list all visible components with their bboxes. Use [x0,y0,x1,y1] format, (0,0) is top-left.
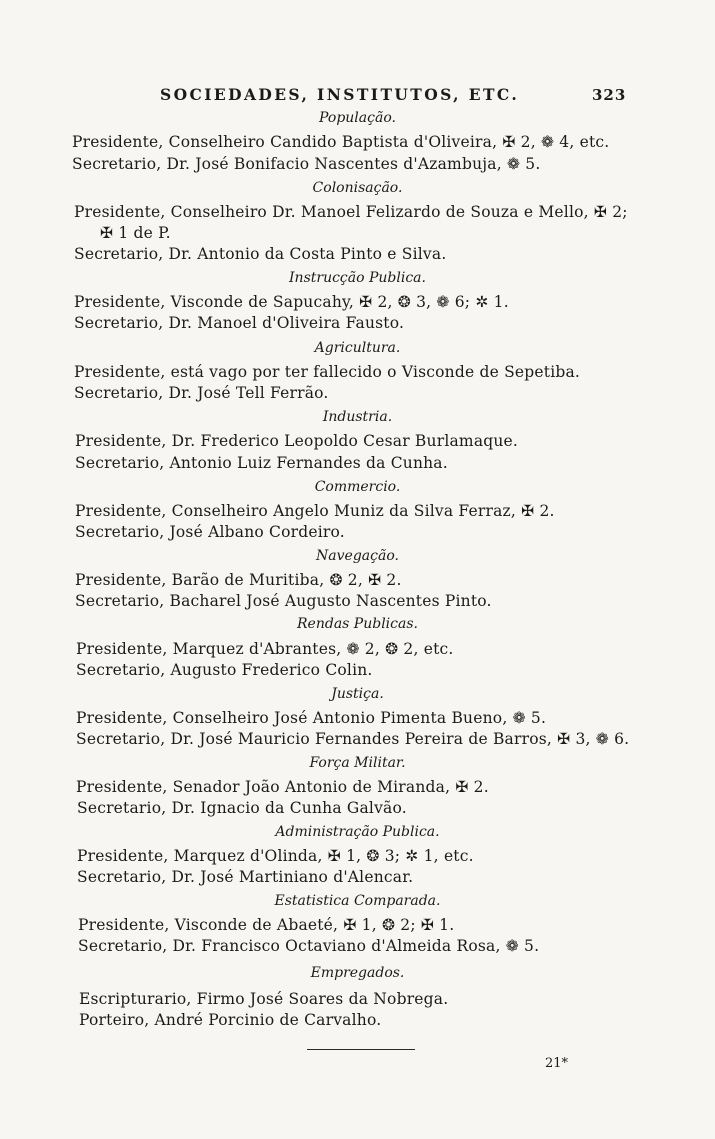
entry-line: Presidente, Marquez d'Olinda, ✠ 1, ❂ 3; ✲ 1, etc. [77,847,474,865]
entry-line: Secretario, Dr. Antonio da Costa Pinto e Silva. [74,245,447,263]
section-heading-populacao: População. [319,110,396,126]
entry-line: Secretario, Dr. José Martiniano d'Alencar. [77,868,414,886]
section-heading-rendas-publicas: Rendas Publicas. [297,616,418,632]
running-head-title: SOCIEDADES, INSTITUTOS, ETC. [160,85,520,104]
entry-line: Escripturario, Firmo José Soares da Nobrega. [79,990,449,1008]
entry-line: Secretario, Dr. Ignacio da Cunha Galvão. [77,799,407,817]
entry-line: Secretario, Augusto Frederico Colin. [76,661,373,679]
entry-line: Presidente, Marquez d'Abrantes, ❁ 2, ❂ 2, etc. [76,640,454,658]
entry-line: Presidente, Visconde de Sapucahy, ✠ 2, ❂ 3, ❁ 6; ✲ 1. [74,293,509,311]
entry-line: Secretario, Antonio Luiz Fernandes da Cunha. [75,454,448,472]
entry-line: Presidente, Conselheiro Candido Baptista d'Oliveira, ✠ 2, ❁ 4, etc. [72,133,610,151]
entry-line: Secretario, Dr. José Bonifacio Nascentes d'Azambuja, ❁ 5. [72,155,541,173]
section-heading-administracao-publica: Administração Publica. [275,824,440,840]
section-heading-navegacao: Navegação. [316,548,399,564]
entry-line: Secretario, Dr. José Mauricio Fernandes Pereira de Barros, ✠ 3, ❁ 6. [76,730,630,748]
section-heading-forca-militar: Força Militar. [309,755,406,771]
page-number: 323 [592,86,627,104]
entry-line: Secretario, Dr. Francisco Octaviano d'Almeida Rosa, ❁ 5. [78,937,540,955]
section-heading-commercio: Commercio. [314,479,401,495]
entry-line: Presidente, Barão de Muritiba, ❂ 2, ✠ 2. [75,571,402,589]
section-heading-colonisacao: Colonisação. [312,180,403,196]
section-heading-estatistica-comparada: Estatistica Comparada. [274,893,441,909]
entry-line: Secretario, Dr. Manoel d'Oliveira Fausto. [74,314,405,332]
entry-line: Presidente, Visconde de Abaeté, ✠ 1, ❂ 2; ✠ 1. [78,916,455,934]
entry-line: Presidente, Conselheiro Angelo Muniz da Silva Ferraz, ✠ 2. [75,502,555,520]
entry-line: Presidente, está vago por ter fallecido o Visconde de Sepetiba. [74,363,581,381]
entry-line: Porteiro, André Porcinio de Carvalho. [79,1011,382,1029]
section-heading-industria: Industria. [322,409,393,425]
entry-line: Presidente, Dr. Frederico Leopoldo Cesar Burlamaque. [75,432,519,450]
footer-rule [307,1049,415,1050]
entry-line: ✠ 1 de P. [100,224,171,242]
entry-line: Presidente, Conselheiro José Antonio Pimenta Bueno, ❁ 5. [76,709,547,727]
entry-line: Presidente, Conselheiro Dr. Manoel Felizardo de Souza e Mello, ✠ 2; [74,203,628,221]
signature-mark: 21* [545,1056,569,1071]
entry-line: Secretario, José Albano Cordeiro. [75,523,345,541]
entry-line: Secretario, Dr. José Tell Ferrão. [74,384,329,402]
section-heading-empregados: Empregados. [310,965,405,981]
entry-line: Secretario, Bacharel José Augusto Nascentes Pinto. [75,592,492,610]
section-heading-instruccao-publica: Instrucção Publica. [289,270,426,286]
section-heading-justica: Justiça. [331,686,384,702]
entry-line: Presidente, Senador João Antonio de Miranda, ✠ 2. [76,778,489,796]
section-heading-agricultura: Agricultura. [314,340,401,356]
